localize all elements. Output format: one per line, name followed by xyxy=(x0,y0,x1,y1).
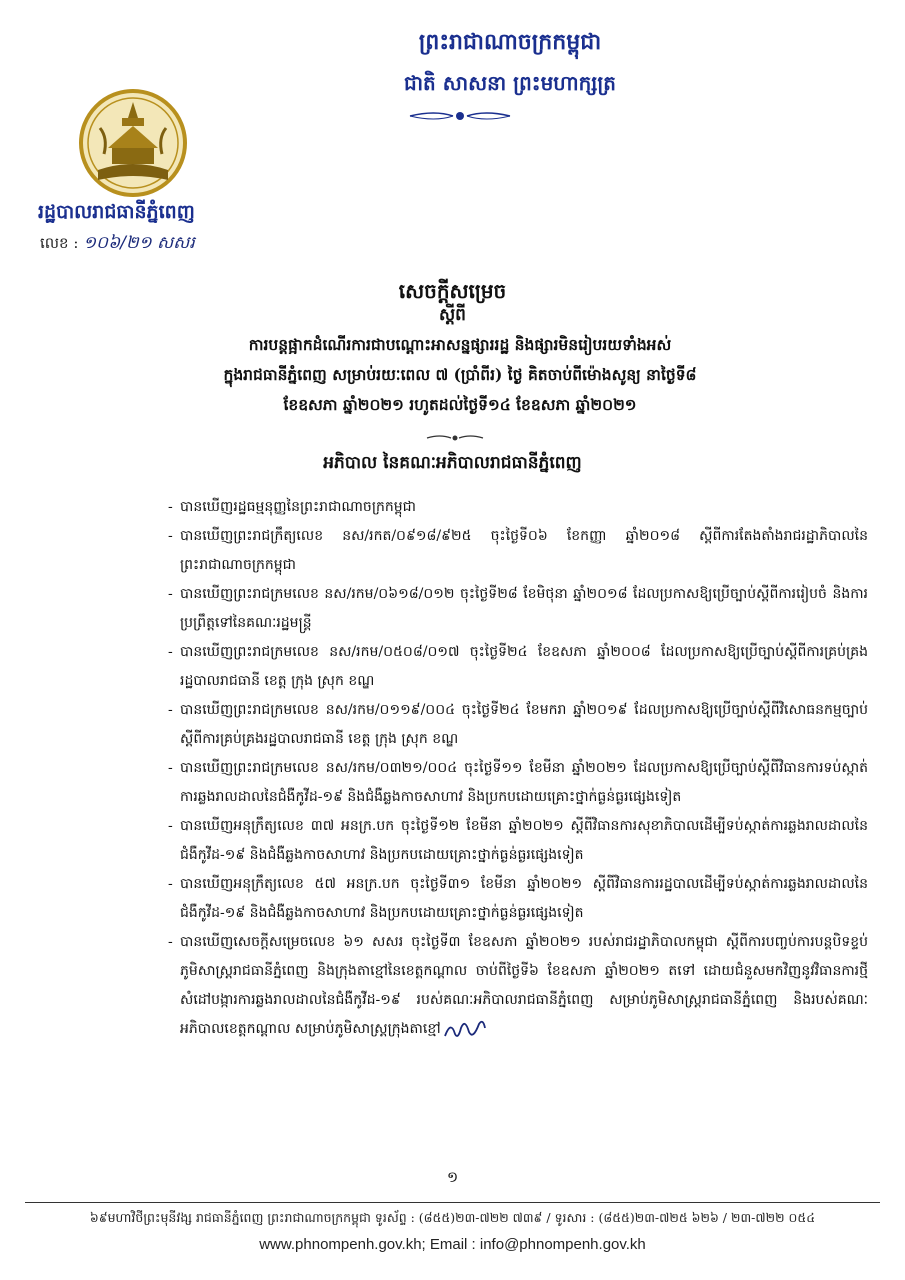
national-motto: ជាតិ សាសនា ព្រះមហាក្សត្រ xyxy=(404,71,616,95)
footer-web-email: www.phnompenh.gov.kh; Email : info@phnompenh.gov.kh xyxy=(259,1236,646,1253)
decision-title: សេចក្តីសម្រេច xyxy=(398,279,507,303)
list-item: - បានឃើញព្រះរាជក្រមលេខ នស/រកម/០៣២១/០០៤ ចុះថ្ងៃទី១១ ខែមីនា ឆ្នាំ២០២១ ដែលប្រកាសឱ្យប្រើច្បាប់ស្តីពីវិធានការទប់ស្កាត់ការឆ្លងរាលដាលនៃជំងឺកូវីដ-១៩ និងជំងឺឆ្លងកាចសាហាវ និងប្រកបដោយគ្រោះថ្នាក់ធ្ងន់ធ្ងរផ្សេងទៀត xyxy=(168,754,868,812)
decision-about: ស្តីពី xyxy=(439,305,466,325)
footer-divider xyxy=(25,1202,880,1203)
initials-signature-icon xyxy=(443,1016,487,1042)
city-seal-icon xyxy=(78,88,188,198)
list-item: - បានឃើញព្រះរាជក្រឹត្យលេខ នស/រកត/០៩១៨/៩២៥ ចុះថ្ងៃទី០៦ ខែកញ្ញា ឆ្នាំ២០១៨ ស្តីពីការតែងតាំងរាជរដ្ឋាភិបាលនៃព្រះរាជាណាចក្រកម្ពុជា xyxy=(168,522,868,580)
issuing-office: រដ្ឋបាលរាជធានីភ្នំពេញ xyxy=(38,201,195,223)
footer-address: ៦៩មហាវិថីព្រះមុនីវង្ស រាជធានីភ្នំពេញ ព្រះរាជាណាចក្រកម្ពុជា ទូរស័ព្ទ : (៨៥៥)២៣-៧២២ ៧៣៩ / ទូរសារ : (៨៥៥)២៣-៧២៥ ៦២៦ / ២៣-៧២២ ០៥៤ xyxy=(89,1210,816,1225)
ref-label: លេខ : xyxy=(40,234,79,252)
list-item: - បានឃើញព្រះរាជក្រមលេខ នស/រកម/០១១៩/០០៤ ចុះថ្ងៃទី២៤ ខែមករា ឆ្នាំ២០១៩ ដែលប្រកាសឱ្យប្រើច្បាប់ស្តីពីវិសោធនកម្មច្បាប់ស្តីពីការគ្រប់គ្រងរដ្ឋបាលរាជធានី ខេត្ត ក្រុង ស្រុក ខណ្ឌ xyxy=(168,696,868,754)
small-ornament-icon xyxy=(425,433,485,443)
kingdom-heading: ព្រះរាជាណាចក្រកម្ពុជា xyxy=(418,29,602,55)
decision-subject xyxy=(110,330,810,420)
list-item: - បានឃើញរដ្ឋធម្មនុញ្ញនៃព្រះរាជាណាចក្រកម្ពុជា xyxy=(168,493,868,522)
list-item xyxy=(168,928,868,1044)
governor-heading: អភិបាល នៃគណៈអភិបាលរាជធានីភ្នំពេញ xyxy=(323,453,582,473)
list-item: - បានឃើញព្រះរាជក្រមលេខ នស/រកម/០៦១៨/០១២ ចុះថ្ងៃទី២៨ ខែមិថុនា ឆ្នាំ២០១៨ ដែលប្រកាសឱ្យប្រើច្បាប់ស្តីពីការរៀបចំ និងការប្រព្រឹត្តទៅនៃគណៈរដ្ឋមន្ត្រី xyxy=(168,580,868,638)
reference-number xyxy=(40,232,195,257)
ref-value: ១០៦/២១ សសរ xyxy=(83,233,195,253)
list-item: - បានឃើញអនុក្រឹត្យលេខ ៥៧ អនក្រ.បក ចុះថ្ងៃទី៣១ ខែមីនា ឆ្នាំ២០២១ ស្តីពីវិធានការរដ្ឋបាលដើម្បីទប់ស្កាត់ការឆ្លងរាលដាលនៃជំងឺកូវីដ-១៩ និងជំងឺឆ្លងកាចសាហាវ និងប្រកបដោយគ្រោះថ្នាក់ធ្ងន់ធ្ងរផ្សេងទៀត xyxy=(168,870,868,928)
subject-line: ក្នុងរាជធានីភ្នំពេញ សម្រាប់រយៈពេល ៧ (ប្រាំពីរ) ថ្ងៃ គិតចាប់ពីម៉ោងសូន្យ នាថ្ងៃទី៨ xyxy=(223,365,697,384)
list-item: - បានឃើញព្រះរាជក្រមលេខ នស/រកម/០៥០៨/០១៧ ចុះថ្ងៃទី២៤ ខែឧសភា ឆ្នាំ២០០៨ ដែលប្រកាសឱ្យប្រើច្បាប់ស្តីពីការគ្រប់គ្រងរដ្ឋបាលរាជធានី ខេត្ត ក្រុង ស្រុក ខណ្ឌ xyxy=(168,638,868,696)
subject-line: ខែឧសភា ឆ្នាំ២០២១ រហូតដល់ថ្ងៃទី១៤ ខែឧសភា ឆ្នាំ២០២១ xyxy=(283,395,637,414)
list-item: - បានឃើញអនុក្រឹត្យលេខ ៣៧ អនក្រ.បក ចុះថ្ងៃទី១២ ខែមីនា ឆ្នាំ២០២១ ស្តីពីវិធានការសុខាភិបាលដើម្បីទប់ស្កាត់ការឆ្លងរាលដាលនៃជំងឺកូវីដ-១៩ និងជំងឺឆ្លងកាចសាហាវ និងប្រកបដោយគ្រោះថ្នាក់ធ្ងន់ធ្ងរផ្សេងទៀត xyxy=(168,812,868,870)
page-number: ១ xyxy=(446,1168,459,1186)
list-item-text: បានឃើញសេចក្តីសម្រេចលេខ ៦១ សសរ ចុះថ្ងៃទី៣ ខែឧសភា ឆ្នាំ២០២១ របស់រាជរដ្ឋាភិបាលកម្ពុជា ស្តីពីការបញ្ចប់ការបន្តបិទខ្ទប់ភូមិសាស្ត្ររាជធានីភ្នំពេញ និងក្រុងតាខ្មៅនៃខេត្តកណ្តាល ចាប់ពីថ្ងៃទី៦ ខែឧសភា ឆ្នាំ២០២១ តទៅ ដោយជំនួសមកវិញនូវវិធានការថ្មី សំដៅបង្ការការឆ្លងរាលដាលនៃជំងឺកូវីដ-១៩ របស់គណៈអភិបាលរាជធានីភ្នំពេញ សម្រាប់ភូមិសាស្ត្ររាជធានីភ្នំពេញ និងរបស់គណៈអភិបាលខេត្តកណ្តាល សម្រាប់ភូមិសាស្ត្រក្រុងតាខ្មៅ xyxy=(180,934,868,1037)
ornament-divider-icon xyxy=(405,106,515,126)
considerations-list xyxy=(168,493,868,1044)
subject-line: ការបន្តផ្អាកដំណើរការជាបណ្តោះអាសន្នផ្សាររដ្ឋ និងផ្សារមិនរៀបរយទាំងអស់ xyxy=(248,335,672,354)
